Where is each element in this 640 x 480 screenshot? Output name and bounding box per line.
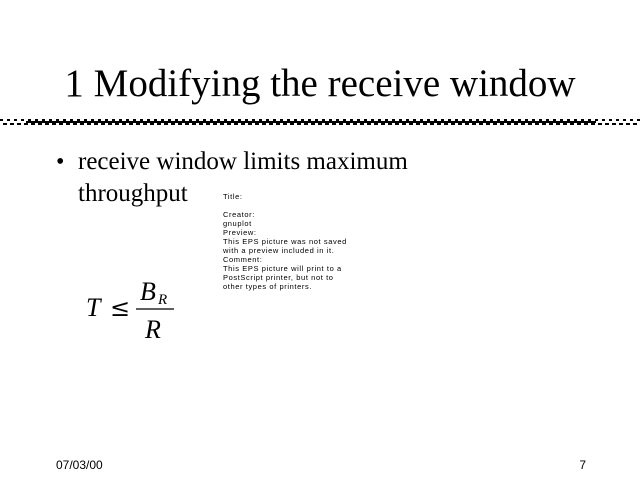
formula-numerator-base: B [140, 277, 156, 306]
eps-preview-line: with a preview included in it. [223, 246, 335, 255]
formula-relation: ≤ [110, 294, 131, 322]
title-divider-solid [26, 121, 596, 123]
footer-page-number: 7 [579, 458, 586, 472]
eps-creator-label: Creator: [223, 210, 255, 219]
slide-title: 1 Modifying the receive window [64, 62, 576, 105]
eps-preview-label: Preview: [223, 228, 257, 237]
eps-comment-label: Comment: [223, 255, 263, 264]
eps-comment-line: other types of printers. [223, 282, 313, 291]
throughput-formula [86, 272, 206, 352]
formula-numerator-subscript: R [158, 292, 168, 308]
eps-comment-line: PostScript printer, but not to [223, 273, 334, 282]
formula-svg [86, 272, 206, 352]
eps-title-label: Title: [223, 192, 243, 201]
formula-lhs: T [86, 293, 101, 322]
eps-creator-value: gnuplot [223, 219, 252, 228]
bullet-text: receive window limits maximum throughput [78, 148, 408, 207]
formula-denominator: R [145, 315, 161, 344]
eps-preview-line: This EPS picture was not saved [223, 237, 347, 246]
eps-placeholder [223, 192, 383, 291]
footer-date: 07/03/00 [56, 458, 103, 472]
bullet-marker: • [56, 149, 65, 175]
eps-comment-line: This EPS picture will print to a [223, 264, 342, 273]
